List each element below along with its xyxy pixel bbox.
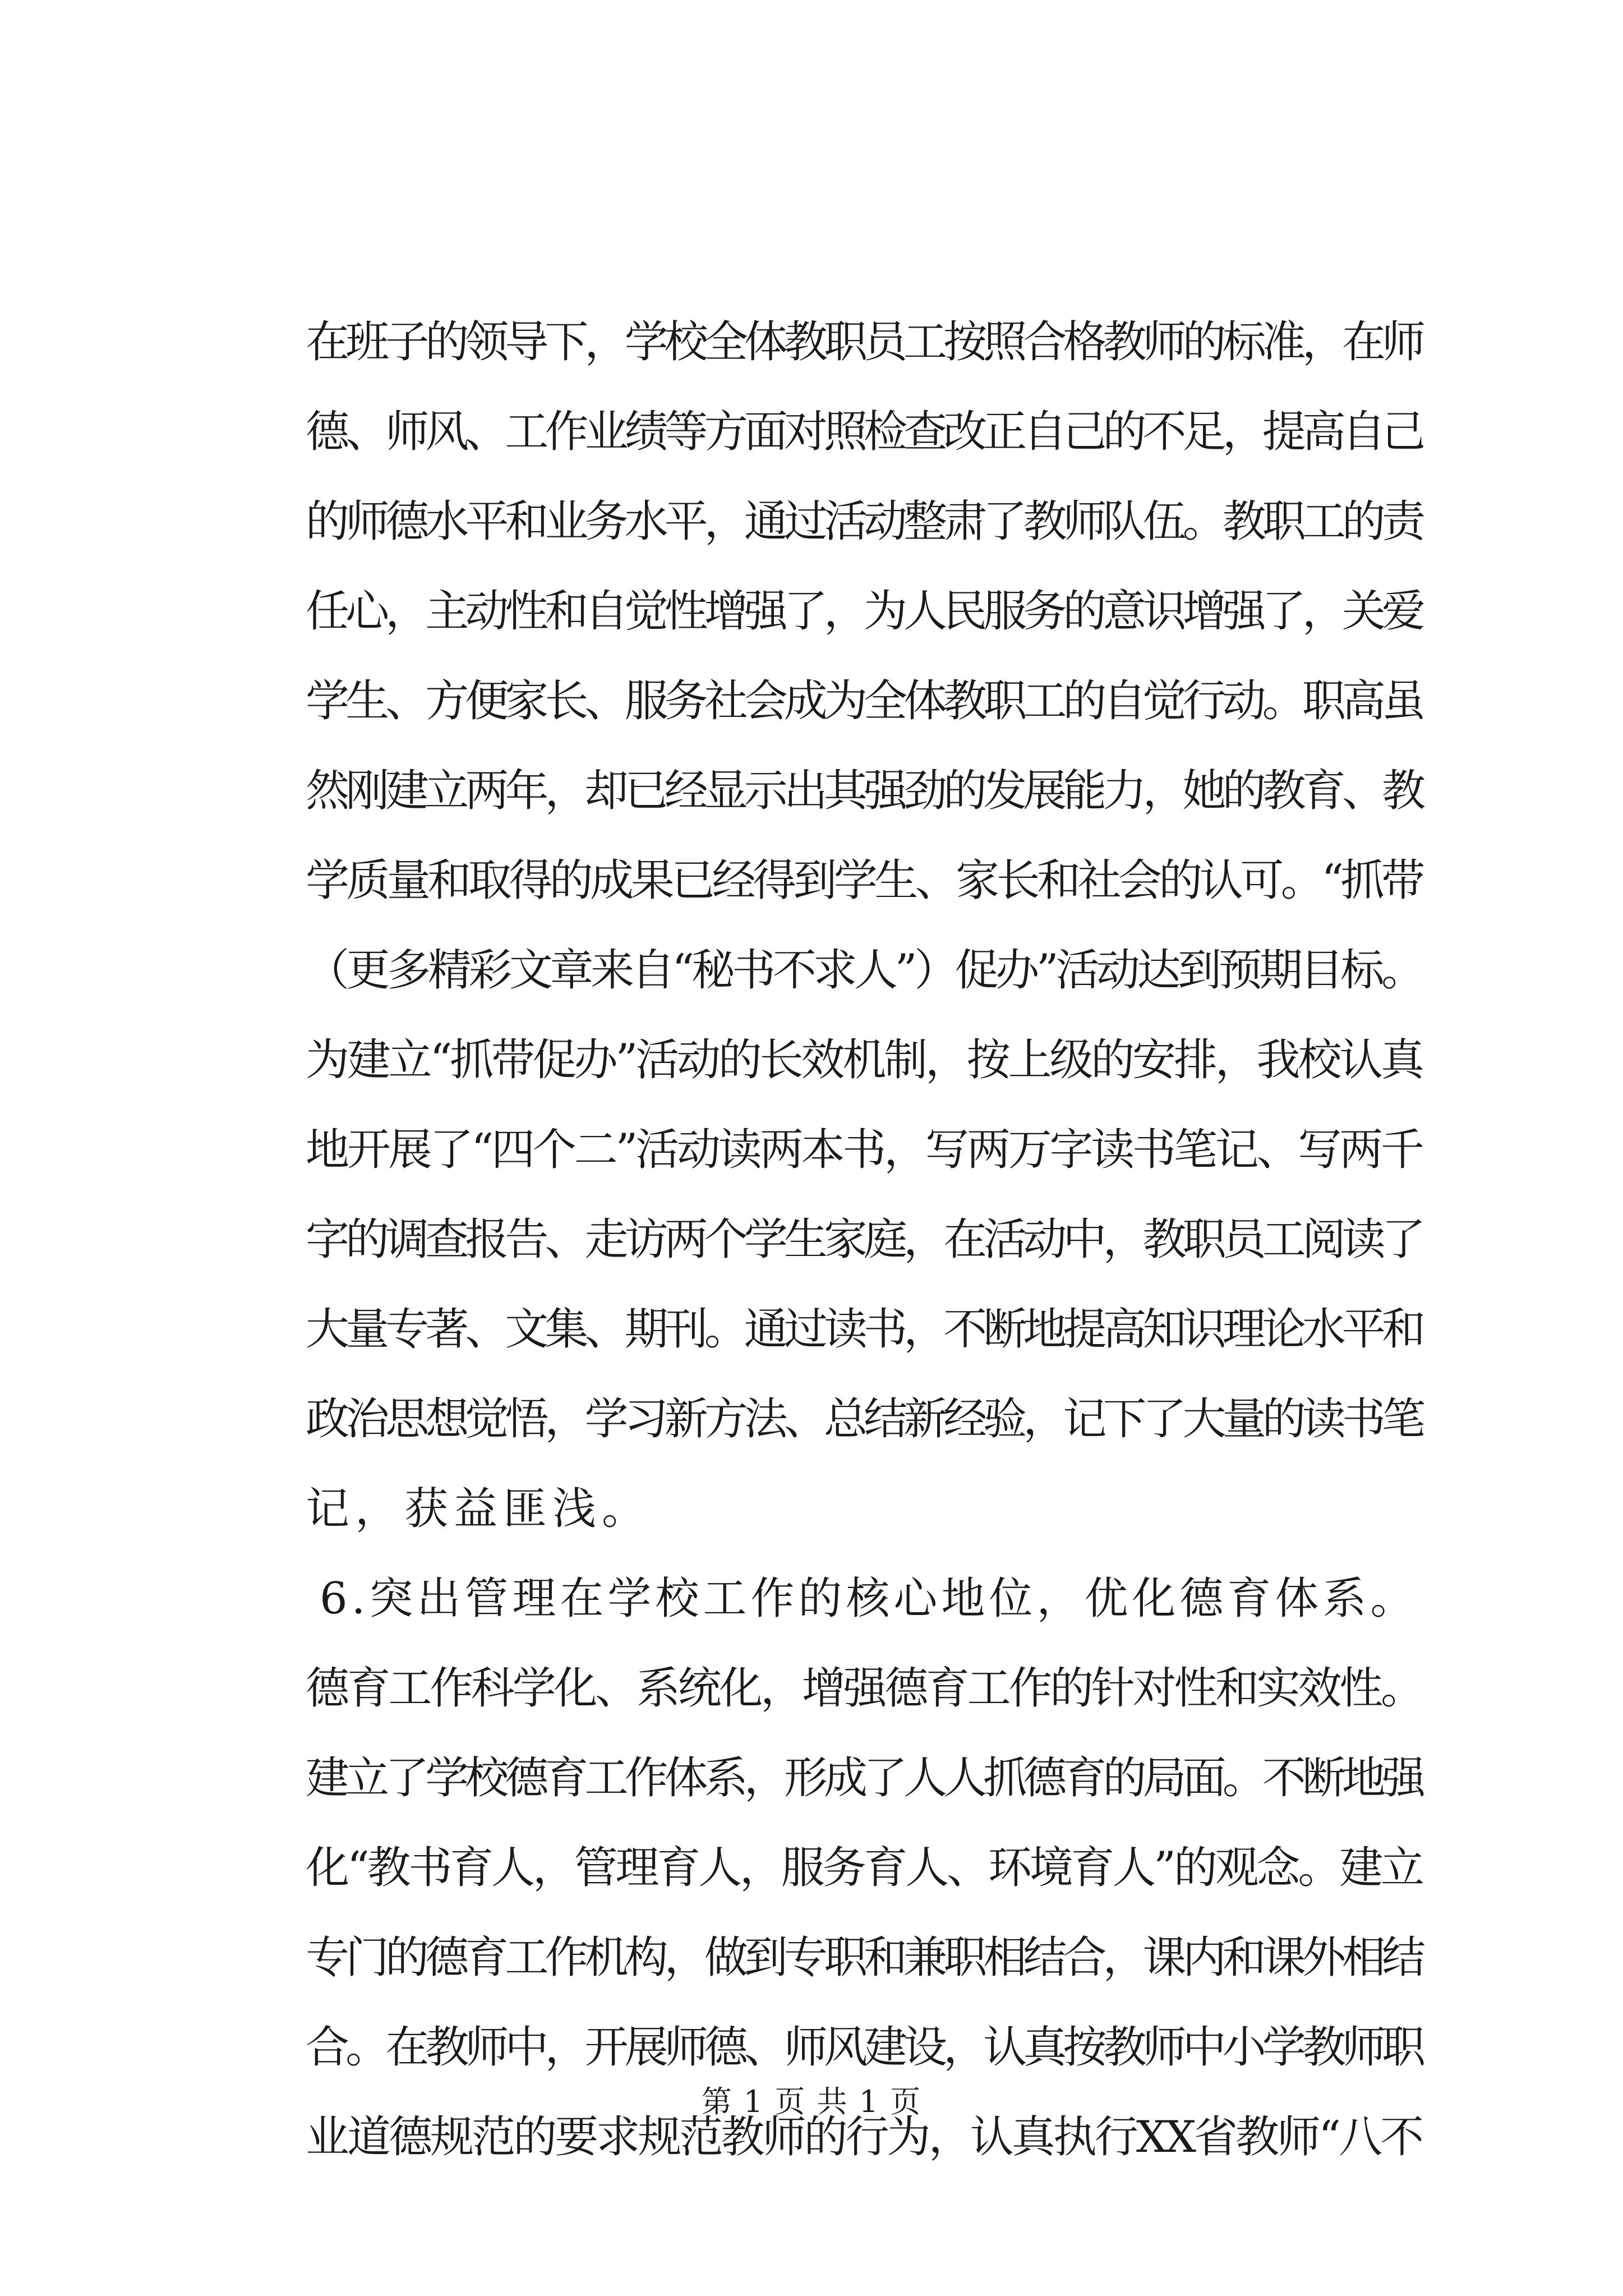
text-line: 化“教书育人，管理育人，服务育人、环境育人”的观念。建立 <box>306 1843 1422 1893</box>
text-line: 为建立“抓带促办”活动的长效机制，按上级的安排，我校认真 <box>306 1035 1422 1085</box>
text-line: 政治思想觉悟，学习新方法、总结新经验，记下了大量的读书笔 <box>306 1394 1422 1444</box>
text-line: 学质量和取得的成果已经得到学生、家长和社会的认可。“抓带 <box>306 855 1422 906</box>
text-line: 合。在教师中，开展师德、师风建设，认真按教师中小学教师职 <box>306 2022 1422 2073</box>
text-line: 的师德水平和业务水平，通过活动整肃了教师队伍。教职工的责 <box>306 496 1422 547</box>
text-line: 业道德规范的要求规范教师的行为，认真执行XX省教师“八不 <box>306 2112 1422 2162</box>
text-line: 记，获益匪浅。 <box>306 1484 652 1534</box>
body-text <box>306 297 1422 2182</box>
text-line: 任心，主动性和自觉性增强了，为人民服务的意识增强了，关爱 <box>306 586 1422 637</box>
text-line: 然刚建立两年，却已经显示出其强劲的发展能力，她的教育、教 <box>306 766 1422 816</box>
text-line: 专门的德育工作机构，做到专职和兼职相结合，课内和课外相结 <box>306 1932 1422 1983</box>
text-line: 在班子的领导下，学校全体教职员工按照合格教师的标准，在师 <box>306 317 1422 367</box>
text-line: 字的调查报告、走访两个学生家庭，在活动中，教职员工阅读了 <box>306 1214 1422 1265</box>
text-line: 学生、方便家长、服务社会成为全体教职工的自觉行动。职高虽 <box>306 676 1422 726</box>
page-footer: 第 1 页 共 1 页 <box>701 2084 922 2119</box>
text-line: 建立了学校德育工作体系，形成了人人抓德育的局面。不断地强 <box>306 1753 1422 1803</box>
paragraph-first-line: 德育工作科学化、系统化，增强德育工作的针对性和实效性。 <box>306 1663 1422 1714</box>
text-line: 德、师风、工作业绩等方面对照检查改正自己的不足，提高自己 <box>306 407 1422 457</box>
text-line: 地开展了“四个二”活动读两本书，写两万字读书笔记、写两千 <box>306 1125 1422 1175</box>
text-line: （更多精彩文章来自“秘书不求人”）促办”活动达到预期目标。 <box>306 945 1422 996</box>
text-line: 大量专著、文集、期刊。通过读书，不断地提高知识理论水平和 <box>306 1304 1422 1355</box>
section-heading: 6.突出管理在学校工作的核心地位，优化德育体系。 <box>320 1573 1418 1624</box>
